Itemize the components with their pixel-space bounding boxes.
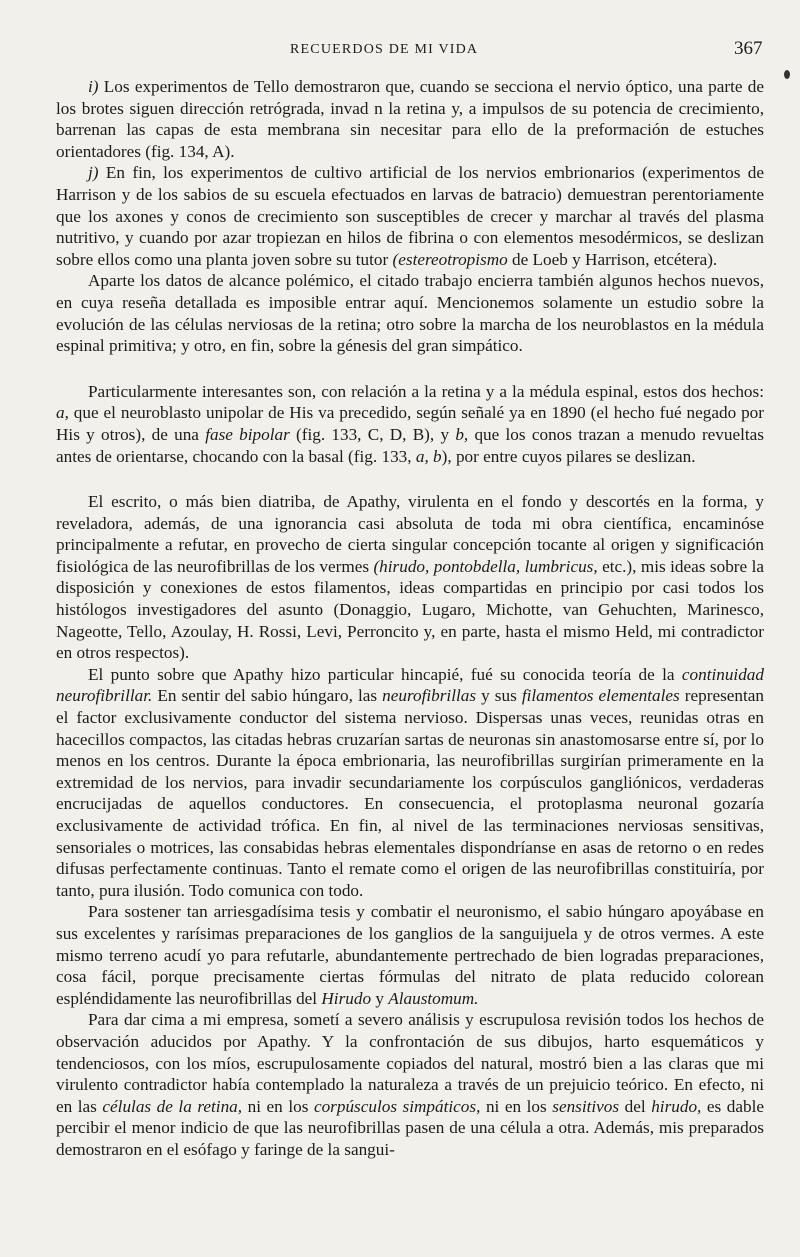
text-run: ni en los xyxy=(480,1096,553,1116)
text-run: es dable percibir el menor indicio de que las neurofibrillas pasen de una célula a otra. Además, mis preparados demostraron en el esófago y faringe de la sangui- xyxy=(56,1096,764,1159)
italic-run: sensitivos xyxy=(552,1096,620,1116)
text-run: ), por entre cuyos pilares se deslizan. xyxy=(441,446,696,466)
page-number: 367 xyxy=(734,38,763,59)
running-head-title: RECUERDOS DE MI VIDA xyxy=(290,42,479,57)
italic-run: continuidad neurofibrillar. xyxy=(56,664,764,706)
paragraph-i xyxy=(56,76,764,162)
text-run: El punto sobre que Apathy hizo particular hincapié, fué su conocida teoría de la xyxy=(88,664,682,684)
italic-run: a, xyxy=(56,403,69,423)
italic-run: (hirudo, pontobdella, lumbricus, xyxy=(373,556,598,576)
paragraph-sostener-tesis xyxy=(56,901,764,1009)
text-run: del xyxy=(619,1096,652,1116)
text-run: En fin, los experimentos de cultivo artificial de los nervios embrionarios (experimentos de Harrison y de los sabios de su escuela efectuados en larvas de batracio) demuestran perentoriamente que los axones y conos de crecimiento son susceptibles de crecer y marchar al través del plasma nutritivo, y cuando por azar tropiezan en hilos de fibrina o con elementos mesodérmicos, se deslizan sobre ellos como una planta joven sobre su tutor xyxy=(56,163,764,269)
text-run: Particularmente interesantes son, con relación a la retina y a la médula espinal, estos dos hechos: xyxy=(88,381,764,401)
paragraph-j xyxy=(56,162,764,270)
paragraph-particularmente xyxy=(56,381,764,467)
italic-run: corpúsculos simpáticos, xyxy=(313,1096,481,1116)
italic-run: fase bipolar xyxy=(205,424,290,444)
body-text xyxy=(56,76,764,1161)
italic-run: j) xyxy=(88,163,99,183)
text-run: El escrito, o más bien diatriba, de Apathy, virulenta en el fondo y descortés en la forma, y reveladora, además, de una ignorancia casi absoluta de toda mi obra científica, encaminóse principalmente a refutar, en provecho de cierta singular concepción tocante al origen y significación fisiológica de las neurofibrillas de los vermes xyxy=(56,492,764,576)
italic-run: células de la retina, xyxy=(102,1096,243,1116)
italic-run: hirudo, xyxy=(651,1096,702,1116)
text-run: (fig. 133, C, D, B), y xyxy=(289,424,456,444)
text-run: Para sostener tan arriesgadísima tesis y combatir el neuronismo, el sabio húngaro apoyábase en sus excelentes y rarísimas preparaciones de los ganglios de la sanguijuela y de otros vermes. A este mismo terreno acudí yo para refutarle, abundantemente pertrechado de bien logradas preparaciones, cosa fácil, porque precisamente ciertas fórmulas del nitrato de plata reducido colorean espléndidamente las neurofibrillas del xyxy=(56,902,764,1008)
text-run: Aparte los datos de alcance polémico, el citado trabajo encierra también algunos hechos nuevos, en cuya reseña detallada es imposible entrar aquí. Mencionemos solamente un estudio sobre la evolución de las células nerviosas de la retina; otro sobre la marcha de los neuroblastos en la médula espinal primitiva; y otro, en fin, sobre la génesis del gran simpático. xyxy=(56,271,764,356)
paragraph-continuidad xyxy=(56,664,764,902)
italic-run: a, b xyxy=(415,446,442,466)
paragraph-aparte xyxy=(56,270,764,356)
text-run: ni en los xyxy=(242,1096,314,1116)
running-head xyxy=(0,40,800,66)
text-run: En sentir del sabio húngaro, las xyxy=(152,686,383,706)
italic-run: Hirudo xyxy=(321,988,372,1008)
text-run: de Loeb y Harrison, etcétera). xyxy=(507,249,718,269)
text-run: Los experimentos de Tello demostraron que, cuando se secciona el nervio óptico, una parte de los brotes siguen dirección retrógrada, invad n la retina y, a impulsos de su potencia de crecimiento, barrenan las capas de esta membrana sin necesitar para ello de la preformación de estuches orientadores (fig. 134, A). xyxy=(56,77,764,161)
italic-run: neurofibrillas xyxy=(382,686,477,706)
text-run: Para dar cima a mi empresa, sometí a severo análisis y escrupulosa revisión todos los hechos de observación aducidos por Apathy. Y la confrontación de sus dibujos, harto esquemáticos y tendenciosos, con los míos, escrupulosamente copiados del natural, mostró bien a las claras que mi virulento contradictor había contemplado la naturaleza a través de un prejuicio teórico. En efecto, ni en las xyxy=(56,1010,764,1116)
text-run: etc.), mis ideas sobre la disposición y conexiones de estos filamentos, ideas compartidas en principio por casi todos los histólogos investigadores del asunto (Donaggio, Lugaro, Michotte, van Gehuchten, Marinesco, Nageotte, Tello, Azoulay, H. Rossi, Levi, Perroncito y, en parte, hasta el mismo Held, mi contradictor en otros respectos). xyxy=(56,556,764,663)
italic-run: b, xyxy=(455,424,469,444)
text-run: que el neuroblasto unipolar de His va precedido, según señalé ya en 1890 (el hecho fué negado por His y otros), de una xyxy=(56,403,764,444)
italic-run: Alaustomum. xyxy=(388,988,479,1008)
text-run: y sus xyxy=(476,686,522,706)
italic-run: i) xyxy=(88,77,99,96)
paragraph-apathy-escrito xyxy=(56,491,764,664)
italic-run: (estereotropismo xyxy=(392,249,508,269)
text-run: representan el factor exclusivamente conductor del sistema nervioso. Dispersas unas veces, reunidas otras en hacecillos compactos, las citadas hebras cruzarían sartas de neuronas sin anastomosarse entre sí, por lo menos en los centros. Durante la época embrionaria, las neurofibrillas surgirían primeramente en la extremidad de los nervios, para invadir secundariamente los corpúsculos gangliónicos, verdaderas encrucijadas de aquellos conductores. En consecuencia, el protoplasma neuronal gozaría exclusivamente de actividad trófica. En fin, al nivel de las terminaciones nerviosas sensitivas, sensoriales o motrices, las consabidas hebras elementales dispondríanse en asas de retorno o en redes difusas perfectamente continuas. Tanto el remate como el origen de las neurofibrillas constituiría, por tanto, pura ilusión. Todo comunica con todo. xyxy=(56,686,764,900)
text-run: que los conos trazan a menudo revueltas antes de orientarse, chocando con la basal (fig. 133, xyxy=(56,424,764,466)
italic-run: filamentos elementales xyxy=(521,686,680,706)
text-run: y xyxy=(371,988,389,1008)
ink-speck xyxy=(784,70,790,79)
paragraph-analisis xyxy=(56,1009,764,1160)
